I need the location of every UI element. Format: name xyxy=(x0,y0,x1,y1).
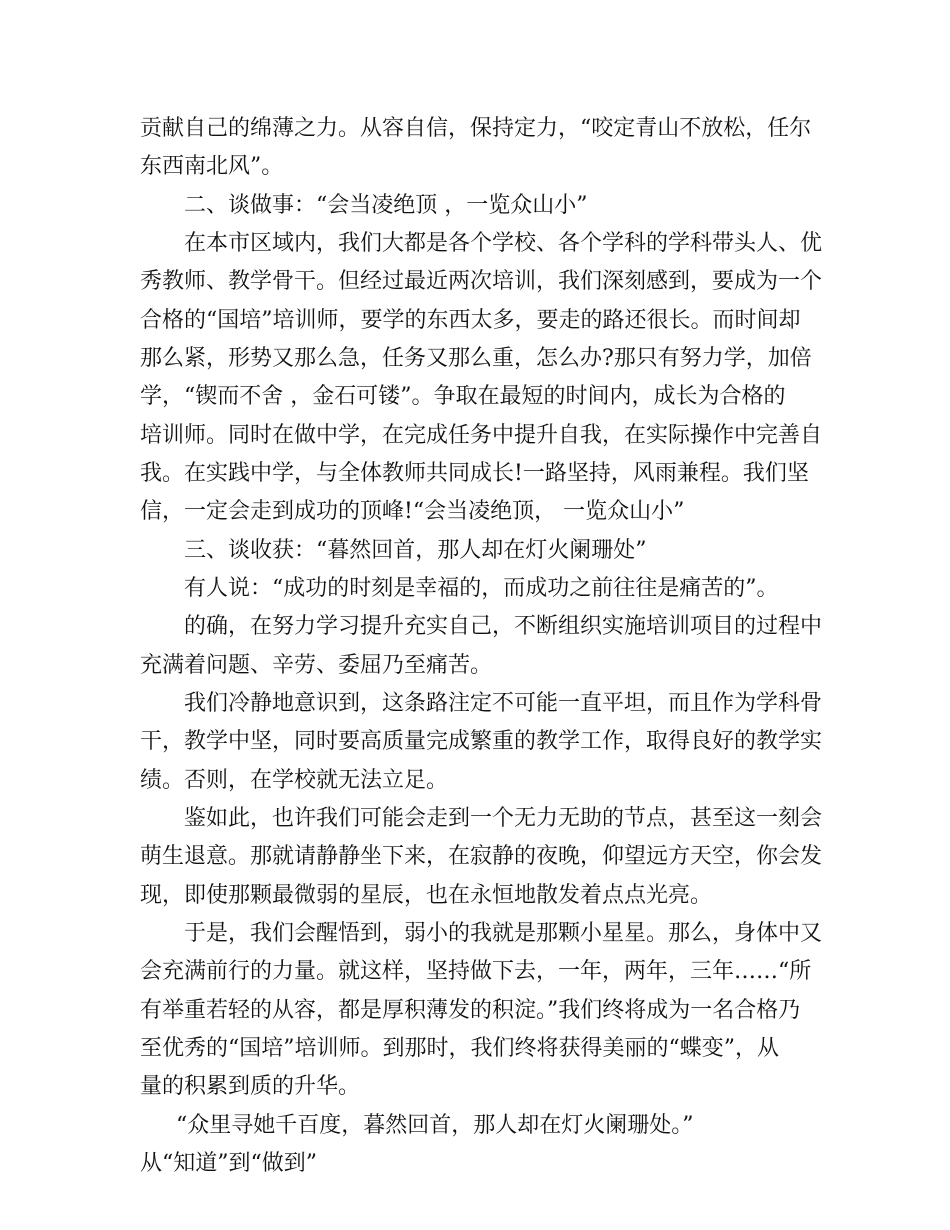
text-line: 培训师。同时在做中学，在完成任务中提升自我，在实际操作中完善自 xyxy=(140,423,823,448)
text-line: 东西南北风”。 xyxy=(140,154,284,179)
text-line: 信，一定会走到成功的顶峰!“会当凌绝顶， 一览众山小” xyxy=(140,499,685,524)
text-line: 现，即使那颗最微弱的星辰，也在永恒地散发着点点光亮。 xyxy=(140,883,713,908)
text-line: 我。在实践中学，与全体教师共同成长!一路坚持，风雨兼程。我们坚 xyxy=(140,461,809,486)
text-line: 在本市区域内，我们大都是各个学校、各个学科的学科带头人、优 xyxy=(184,231,823,256)
text-line: 有举重若轻的从容，都是厚积薄发的积淀。”我们终将成为一名合格乃 xyxy=(140,998,801,1023)
text-line: 从“知道”到“做到” xyxy=(140,1151,317,1176)
text-line: 充满着问题、辛劳、委屈乃至痛苦。 xyxy=(140,653,493,678)
text-line: 我们冷静地意识到，这条路注定不可能一直平坦，而且作为学科骨 xyxy=(184,691,823,716)
text-line: 萌生退意。那就请静静坐下来，在寂静的夜晚，仰望远方天空，你会发 xyxy=(140,844,823,869)
text-line: 量的积累到质的升华。 xyxy=(140,1074,361,1099)
text-line: 秀教师、教学骨干。但经过最近两次培训，我们深刻感到，要成为一个 xyxy=(140,269,823,294)
text-line: 于是，我们会醒悟到，弱小的我就是那颗小星星。那么，身体中又 xyxy=(184,921,823,946)
text-line: 合格的“国培”培训师，要学的东西太多，要走的路还很长。而时间却 xyxy=(140,308,801,333)
text-line: 绩。否则，在学校就无法立足。 xyxy=(140,768,449,793)
text-line: 那么紧，形势又那么急，任务又那么重，怎么办?那只有努力学，加倍 xyxy=(140,346,812,371)
quote-line: “众里寻她千百度，暮然回首，那人却在灯火阑珊处。” xyxy=(176,1113,694,1138)
text-line: 贡献自己的绵薄之力。从容自信，保持定力，“咬定青山不放松，任尔 xyxy=(140,116,812,141)
text-line: 干，教学中坚，同时要高质量完成繁重的教学工作，取得良好的教学实 xyxy=(140,729,823,754)
section-heading: 二、谈做事：“会当凌绝顶 ，一览众山小” xyxy=(184,193,588,218)
text-line: 鉴如此，也许我们可能会走到一个无力无助的节点，甚至这一刻会 xyxy=(184,806,823,831)
text-line: 会充满前行的力量。就这样，坚持做下去，一年，两年，三年……“所 xyxy=(140,959,812,984)
section-heading: 三、谈收获：“暮然回首，那人却在灯火阑珊处” xyxy=(184,538,647,563)
text-line: 的确，在努力学习提升充实自己，不断组织实施培训项目的过程中 xyxy=(184,614,823,639)
text-line: 至优秀的“国培”培训师。到那时，我们终将获得美丽的“蝶变”，从 xyxy=(140,1036,779,1061)
text-line: 学，“锲而不舍 ，金石可镂”。争取在最短的时间内，成长为合格的 xyxy=(140,384,786,409)
text-line: 有人说：“成功的时刻是幸福的，而成功之前往往是痛苦的”。 xyxy=(184,576,779,601)
